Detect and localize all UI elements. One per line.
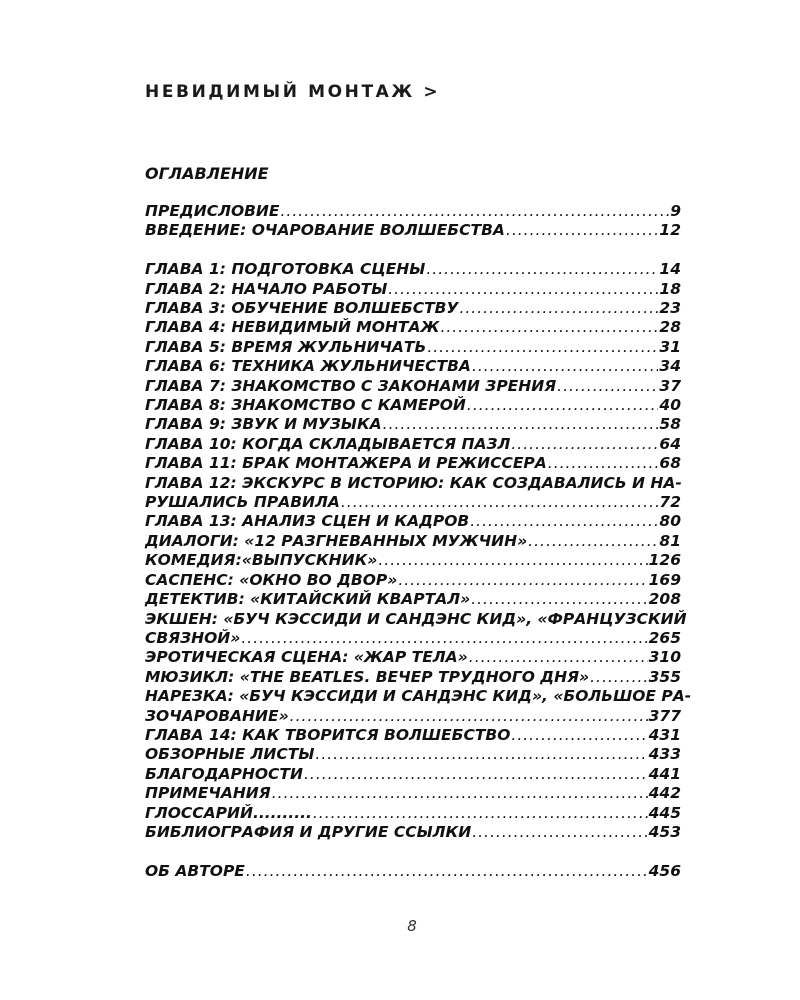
toc-entry-title-line-2-row [145,707,681,726]
leader-dots [472,823,647,842]
toc-entry-page: 441 [648,764,681,783]
toc-entry-dialogues[interactable] [145,532,681,551]
section-gap [145,241,681,260]
leader-dots [290,707,648,726]
toc-entry-chapter-3[interactable] [145,299,681,318]
page-number: 8 [407,917,417,935]
leader-dots [528,532,658,551]
leader-dots [388,280,658,299]
toc-entry-page: 169 [648,570,681,589]
toc-entry-page: 23 [659,299,681,318]
toc-entry-title: ГЛАВА 11: БРАК МОНТАЖЕРА И РЕЖИССЕРА [145,454,547,473]
toc-entry-title-line-1: ГЛАВА 12: ЭКСКУРС В ИСТОРИЮ: КАК СОЗДАВАЛИСЬ И НА- [145,473,682,492]
toc-entry-chapter-9[interactable] [145,415,681,434]
toc-entry-page: 265 [648,628,681,647]
leader-dots [511,435,658,454]
leader-dots [281,202,670,221]
toc-entry-page: 18 [659,279,681,298]
toc-entry-page: 433 [648,745,681,764]
toc-entry-page: 40 [659,396,681,415]
toc-entry-preface[interactable] [145,202,681,221]
leader-dots [470,512,658,531]
toc-entry-chapter-4[interactable] [145,318,681,337]
table-of-contents [145,202,692,881]
leader-dots [378,551,647,570]
toc-entry-chapter-13[interactable] [145,512,681,531]
toc-entry-title: ЭРОТИЧЕСКАЯ СЦЕНА: «ЖАР ТЕЛА» [145,648,468,667]
leader-dots [440,318,658,337]
toc-entry-page: 34 [659,357,681,376]
leader-dots [315,745,647,764]
toc-entry-page: 37 [659,376,681,395]
leader-dots [341,493,659,512]
toc-entry-title: БЛАГОДАРНОСТИ [145,764,303,783]
leader-dots [383,415,659,434]
toc-entry-page: 28 [659,318,681,337]
leader-dots [471,590,647,609]
leader-dots [304,765,648,784]
toc-title: ОГЛАВЛЕНИЕ [145,164,269,183]
leader-dots [472,357,659,376]
toc-entry-title: ГЛОССАРИЙ.......... [145,803,312,822]
toc-entry-page: 431 [648,725,681,744]
leader-dots [469,648,648,667]
toc-entry-title: КОМЕДИЯ:«ВЫПУСКНИК» [145,551,378,570]
leader-dots [467,396,659,415]
toc-entry-page: 31 [659,337,681,356]
toc-entry-chapter-8[interactable] [145,396,681,415]
leader-dots [506,221,659,240]
toc-entry-page: 208 [648,590,681,609]
toc-entry-title: ГЛАВА 10: КОГДА СКЛАДЫВАЕТСЯ ПАЗЛ [145,434,511,453]
toc-entry-title: ГЛАВА 1: ПОДГОТОВКА СЦЕНЫ [145,260,426,279]
toc-entry-page: 445 [648,803,681,822]
toc-entry-page: 126 [648,551,681,570]
toc-entry-introduction[interactable] [145,221,681,240]
toc-entry-page: 12 [659,221,681,240]
toc-entry-title-line-2-row [145,493,681,512]
leader-dots [398,571,647,590]
toc-entry-page: 9 [670,202,681,220]
toc-entry-title: ГЛАВА 2: НАЧАЛО РАБОТЫ [145,279,388,298]
toc-entry-page: 81 [659,531,681,550]
leader-dots [557,377,658,396]
leader-dots [511,726,647,745]
toc-entry-chapter-14[interactable] [145,726,681,745]
toc-entry-chapter-12[interactable] [145,474,681,513]
toc-entry-title: ПРИМЕЧАНИЯ [145,784,271,803]
toc-entry-review-sheets[interactable] [145,745,681,764]
toc-entry-title: ДИАЛОГИ: «12 РАЗГНЕВАННЫХ МУЖЧИН» [145,531,528,550]
section-gap [145,842,681,861]
toc-entry-title: ГЛАВА 13: АНАЛИЗ СЦЕН И КАДРОВ [145,512,470,531]
toc-entry-chapter-11[interactable] [145,454,681,473]
toc-entry-title-line-2: СВЯЗНОЙ» [145,628,241,647]
toc-entry-acknowledgements[interactable] [145,765,681,784]
leader-dots [459,299,658,318]
toc-entry-page: 453 [648,822,681,841]
leader-dots [548,454,659,473]
toc-entry-page: 80 [659,512,681,531]
toc-entry-about-author[interactable] [145,862,681,881]
toc-entry-suspense[interactable] [145,571,681,590]
toc-entry-title-line-1: НАРЕЗКА: «БУЧ КЭССИДИ И САНДЭНС КИД», «БОЛЬШОЕ РА- [145,687,692,706]
toc-entry-page: 310 [648,648,681,667]
toc-entry-erotic-scene[interactable] [145,648,681,667]
toc-entry-page: 355 [648,667,681,686]
toc-entry-chapter-2[interactable] [145,280,681,299]
toc-entry-title: ОБЗОРНЫЕ ЛИСТЫ [145,745,315,764]
leader-dots [590,668,648,687]
leader-dots [313,804,648,823]
toc-entry-action[interactable] [145,609,687,649]
toc-entry-page: 64 [659,434,681,453]
leader-dots [272,784,648,803]
toc-entry-glossary[interactable] [145,804,681,823]
leader-dots [427,338,658,357]
toc-entry-title: ГЛАВА 3: ОБУЧЕНИЕ ВОЛШЕБСТВУ [145,299,459,318]
leader-dots [246,862,648,881]
leader-dots [241,629,647,648]
toc-entry-musical[interactable] [145,668,681,687]
toc-entry-title: ГЛАВА 4: НЕВИДИМЫЙ МОНТАЖ [145,318,440,337]
toc-entry-chapter-5[interactable] [145,338,681,357]
toc-entry-chapter-6[interactable] [145,357,681,376]
toc-entry-chapter-10[interactable] [145,435,681,454]
toc-entry-page: 377 [648,706,681,725]
toc-entry-title: ОБ АВТОРЕ [145,861,245,880]
toc-entry-bibliography[interactable] [145,823,681,842]
toc-entry-page: 58 [659,415,681,434]
toc-entry-chapter-7[interactable] [145,377,681,396]
toc-entry-title: ГЛАВА 5: ВРЕМЯ ЖУЛЬНИЧАТЬ [145,337,427,356]
toc-entry-title: ВВЕДЕНИЕ: ОЧАРОВАНИЕ ВОЛШЕБСТВА [145,221,505,240]
toc-entry-comedy[interactable] [145,551,681,570]
toc-entry-page: 456 [648,861,681,880]
toc-entry-title: ГЛАВА 6: ТЕХНИКА ЖУЛЬНИЧЕСТВА [145,357,471,376]
toc-entry-page: 442 [648,784,681,803]
toc-entry-title: ДЕТЕКТИВ: «КИТАЙСКИЙ КВАРТАЛ» [145,590,471,609]
toc-entry-notes[interactable] [145,784,681,803]
leader-dots [426,260,658,279]
toc-entry-chapter-1[interactable] [145,260,681,279]
toc-entry-page: 68 [659,454,681,473]
toc-entry-title-line-2-row [145,629,681,648]
toc-entry-montage[interactable] [145,687,692,726]
toc-entry-title: БИБЛИОГРАФИЯ И ДРУГИЕ ССЫЛКИ [145,822,472,841]
toc-entry-page: 72 [659,493,681,512]
toc-entry-title-line-2: ЗОЧАРОВАНИЕ» [145,706,289,725]
toc-entry-page: 14 [659,260,681,279]
toc-entry-detective[interactable] [145,590,681,609]
toc-entry-title: МЮЗИКЛ: «THE BEATLES. ВЕЧЕР ТРУДНОГО ДНЯ» [145,667,590,686]
toc-entry-title: ГЛАВА 8: ЗНАКОМСТВО С КАМЕРОЙ [145,396,466,415]
toc-entry-title: ГЛАВА 7: ЗНАКОМСТВО С ЗАКОНАМИ ЗРЕНИЯ [145,376,557,395]
toc-entry-title: ПРЕДИСЛОВИЕ [145,202,280,220]
toc-entry-title-line-1: ЭКШЕН: «БУЧ КЭССИДИ И САНДЭНС КИД», «ФРАНЦУЗСКИЙ [145,609,687,628]
toc-entry-title: САСПЕНС: «ОКНО ВО ДВОР» [145,570,398,589]
toc-entry-title: ГЛАВА 14: КАК ТВОРИТСЯ ВОЛШЕБСТВО [145,725,511,744]
toc-entry-title-line-2: РУШАЛИСЬ ПРАВИЛА [145,493,340,512]
running-head: НЕВИДИМЫЙ МОНТАЖ > [145,82,441,102]
toc-entry-title: ГЛАВА 9: ЗВУК И МУЗЫКА [145,415,382,434]
